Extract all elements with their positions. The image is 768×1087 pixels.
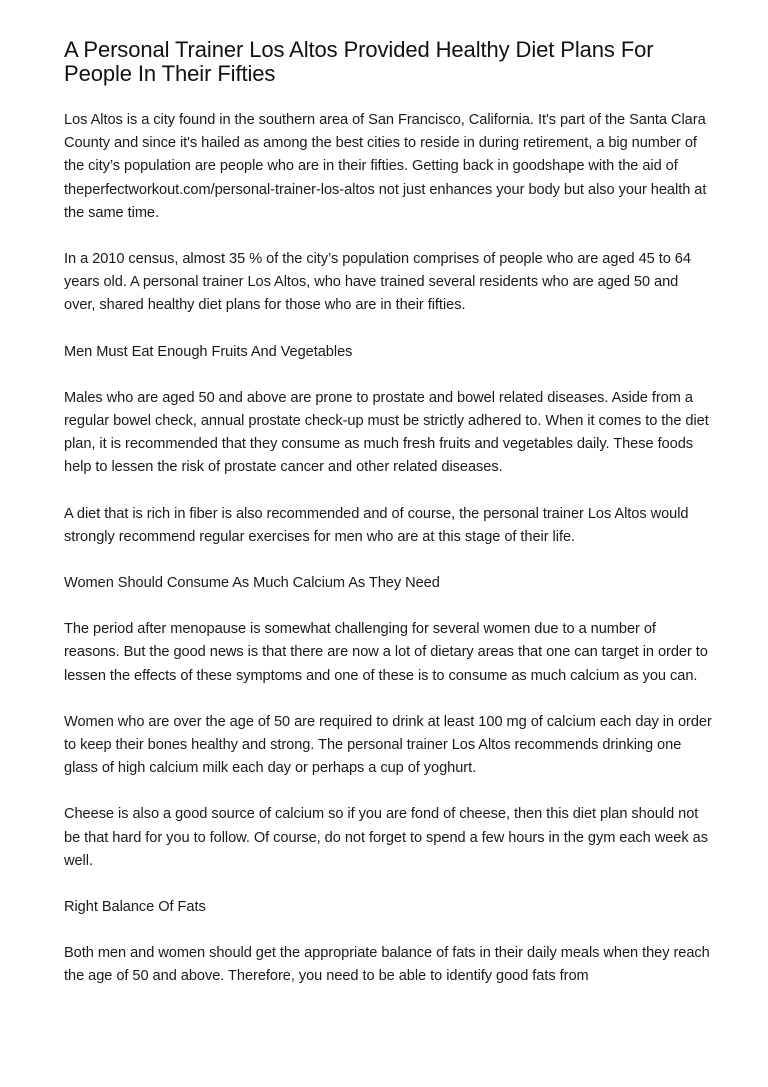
document-page [64, 38, 712, 989]
women-menopause-paragraph: The period after menopause is somewhat challenging for several women due to a number of reasons. But the good news is that there are now a lot of dietary areas that one can target in order to lessen the effects of these symptoms and one of these is to consume as much calcium as you can. [64, 621, 708, 684]
intro-paragraph: Los Altos is a city found in the southern area of San Francisco, California. It's part of the Santa Clara County and since it's hailed as among the best cities to reside in during retirement, a big number of the city’s population are people who are in their fifties. Getting back in goodshape with the aid of theperfectworkout.com/personal-trainer-los-altos not just enhances your body but also your health at the same time. [64, 112, 707, 221]
section-heading-fats: Right Balance Of Fats [64, 899, 206, 916]
document-body [64, 109, 712, 989]
census-paragraph: In a 2010 census, almost 35 % of the city’s population comprises of people who are aged 45 to 64 years old. A personal trainer Los Altos, who have trained several residents who are aged 50 and over, shared healthy diet plans for those who are in their fifties. [64, 251, 691, 314]
document-title: A Personal Trainer Los Altos Provided Healthy Diet Plans For People In Their Fifties [64, 37, 654, 86]
men-health-paragraph: Males who are aged 50 and above are prone to prostate and bowel related diseases. Aside from a regular bowel check, annual prostate check-up must be strictly adhered to. When it comes to the diet plan, it is recommended that they consume as much fresh fruits and vegetables daily. These foods help to lessen the risk of prostate cancer and other related diseases. [64, 389, 709, 476]
fats-paragraph: Both men and women should get the appropriate balance of fats in their daily meals when they reach the age of 50 and above. Therefore, you need to be able to identify good fats from [64, 945, 710, 985]
women-calcium-paragraph: Women who are over the age of 50 are required to drink at least 100 mg of calcium each day in order to keep their bones healthy and strong. The personal trainer Los Altos recommends drinking one glass of high calcium milk each day or perhaps a cup of yoghurt. [64, 713, 712, 777]
section-heading-men: Men Must Eat Enough Fruits And Vegetables [64, 343, 353, 360]
section-heading-women: Women Should Consume As Much Calcium As They Need [64, 575, 440, 592]
men-fiber-paragraph: A diet that is rich in fiber is also recommended and of course, the personal trainer Los Altos would strongly recommend regular exercises for men who are at this stage of their life. [64, 505, 689, 545]
cheese-paragraph: Cheese is also a good source of calcium so if you are fond of cheese, then this diet plan should not be that hard for you to follow. Of course, do not forget to spend a few hours in the gym each week as well. [64, 806, 708, 869]
